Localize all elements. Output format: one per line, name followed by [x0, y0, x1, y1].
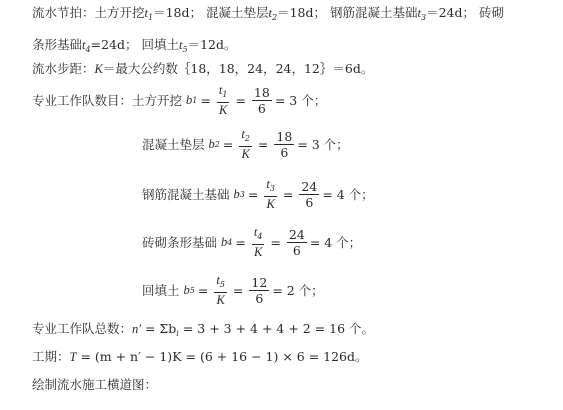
b-sub: 4	[227, 237, 233, 247]
t-var: t	[253, 225, 258, 239]
t-var: T	[69, 350, 77, 364]
t3-value: ＝24d；	[426, 5, 476, 20]
t3-var: t	[417, 6, 422, 20]
numerator: 18	[276, 128, 293, 144]
t1-value: ＝18d；	[153, 5, 203, 20]
equals: =	[247, 186, 259, 202]
b-sub: 5	[189, 285, 195, 295]
team-result: = 4 个；	[322, 187, 374, 202]
step-line	[32, 60, 373, 78]
t2-value: ＝18d；	[277, 5, 327, 20]
value-fraction	[287, 227, 307, 258]
t3-sub: 3	[421, 13, 427, 22]
equals: =	[235, 234, 246, 250]
denominator: 6	[305, 194, 314, 210]
numerator: 24	[301, 178, 318, 194]
t5-var: t	[178, 38, 183, 52]
t-var: t	[216, 273, 220, 287]
total-label: 专业工作队总数：	[32, 321, 133, 336]
value-fraction	[274, 129, 294, 160]
equals: =	[257, 136, 269, 152]
gantt-instruction	[32, 376, 157, 394]
t-over-k-fraction	[239, 126, 252, 162]
t-over-k-fraction	[214, 272, 227, 308]
rhythm-line-1	[32, 4, 504, 27]
t5-sub: 5	[182, 45, 188, 54]
team-name: 回填土	[142, 283, 180, 298]
team-result: = 3 个；	[297, 137, 349, 152]
k-var: K	[94, 62, 103, 76]
numerator: 24	[288, 226, 305, 242]
t-sub: 2	[244, 134, 250, 143]
k-var: K	[241, 147, 250, 161]
b-sub: 1	[192, 95, 198, 105]
equals: =	[197, 282, 209, 298]
t4-sub: 4	[85, 45, 91, 54]
teams-label: 专业工作队数目：	[32, 93, 133, 108]
gantt-text: 绘制流水施工横道图：	[32, 377, 158, 392]
rhythm-line-2	[32, 36, 236, 59]
denominator: 6	[255, 290, 264, 306]
rhythm-label: 流水节拍：	[32, 5, 95, 20]
k-var: K	[266, 197, 275, 211]
team-result: = 3 个；	[274, 93, 327, 108]
t4-value: =24d；	[90, 37, 138, 52]
b-sub: 2	[214, 139, 220, 149]
b-var: b	[233, 186, 240, 201]
b-var: b	[186, 92, 193, 107]
equals: =	[200, 92, 211, 108]
numerator: 12	[251, 274, 268, 290]
t-over-k-fraction	[252, 224, 265, 260]
team-row-4	[142, 226, 361, 258]
team-row-5	[142, 274, 324, 306]
team-name: 砖砌条形基础	[142, 235, 218, 250]
t-sub: 1	[222, 90, 228, 99]
t2-sub: 2	[272, 13, 278, 22]
duration-expr: = (m + n′ − 1)K = (6 + 16 − 1) × 6 = 126d。	[80, 349, 368, 364]
i-sub: i	[176, 329, 179, 338]
t-over-k-fraction	[264, 176, 277, 212]
equals: =	[222, 136, 234, 152]
denominator: 6	[257, 100, 266, 116]
b-var: b	[208, 136, 215, 151]
t2-var: t	[268, 6, 273, 20]
t-sub: 3	[269, 184, 275, 193]
value-fraction	[249, 275, 269, 306]
numerator: 18	[253, 84, 270, 100]
duration-label: 工期：	[32, 349, 70, 364]
team-name: 土方开挖	[132, 93, 183, 108]
team-row-3	[142, 178, 374, 210]
team-result: = 4 个；	[309, 235, 362, 250]
t-sub: 5	[219, 280, 225, 289]
k-var: K	[218, 103, 228, 117]
team-result: = 2 个；	[272, 283, 324, 298]
t-var: t	[266, 177, 270, 191]
denominator: 6	[280, 144, 289, 160]
t5-value: ＝12d。	[187, 37, 237, 52]
equals: =	[282, 186, 294, 202]
t-sub: 4	[257, 232, 263, 241]
sum-expr: = Σb	[144, 321, 177, 336]
k-var: K	[216, 293, 225, 307]
n-prime-var: n′	[132, 322, 141, 336]
total-teams-line	[32, 320, 374, 343]
denominator: 6	[292, 242, 301, 258]
process-4-name-part2: 条形基础	[32, 37, 83, 52]
equals: =	[232, 282, 244, 298]
b-var: b	[221, 234, 228, 249]
process-4-name-part1: 砖砌	[479, 5, 505, 20]
value-fraction	[252, 85, 272, 116]
process-5-name: 回填土	[141, 37, 179, 52]
t1-sub: 1	[148, 13, 154, 22]
step-label: 流水步距：	[32, 61, 95, 76]
process-2-name: 混凝土垫层	[206, 5, 269, 20]
b-sub: 3	[239, 189, 245, 199]
t-var: t	[241, 127, 245, 141]
team-row-2	[142, 128, 349, 160]
team-row-1	[32, 84, 326, 116]
b-var: b	[183, 282, 190, 297]
t-over-k-fraction	[217, 82, 230, 118]
process-1-name: 土方开挖	[94, 5, 145, 20]
t1-var: t	[144, 6, 149, 20]
step-text: ＝最大公约数｛18，18，24，24，12｝＝6d。	[102, 61, 374, 76]
process-3-name: 钢筋混凝土基础	[330, 5, 418, 20]
equals: =	[270, 234, 281, 250]
team-name: 混凝土垫层	[142, 137, 205, 152]
t-var: t	[218, 83, 223, 97]
equals: =	[235, 92, 246, 108]
k-var: K	[253, 245, 263, 259]
value-fraction	[299, 179, 319, 210]
t4-var: t	[82, 38, 86, 52]
team-name: 钢筋混凝土基础	[142, 187, 230, 202]
duration-line	[32, 348, 368, 366]
total-rest: = 3 + 3 + 4 + 4 + 2 = 16 个。	[182, 321, 375, 336]
